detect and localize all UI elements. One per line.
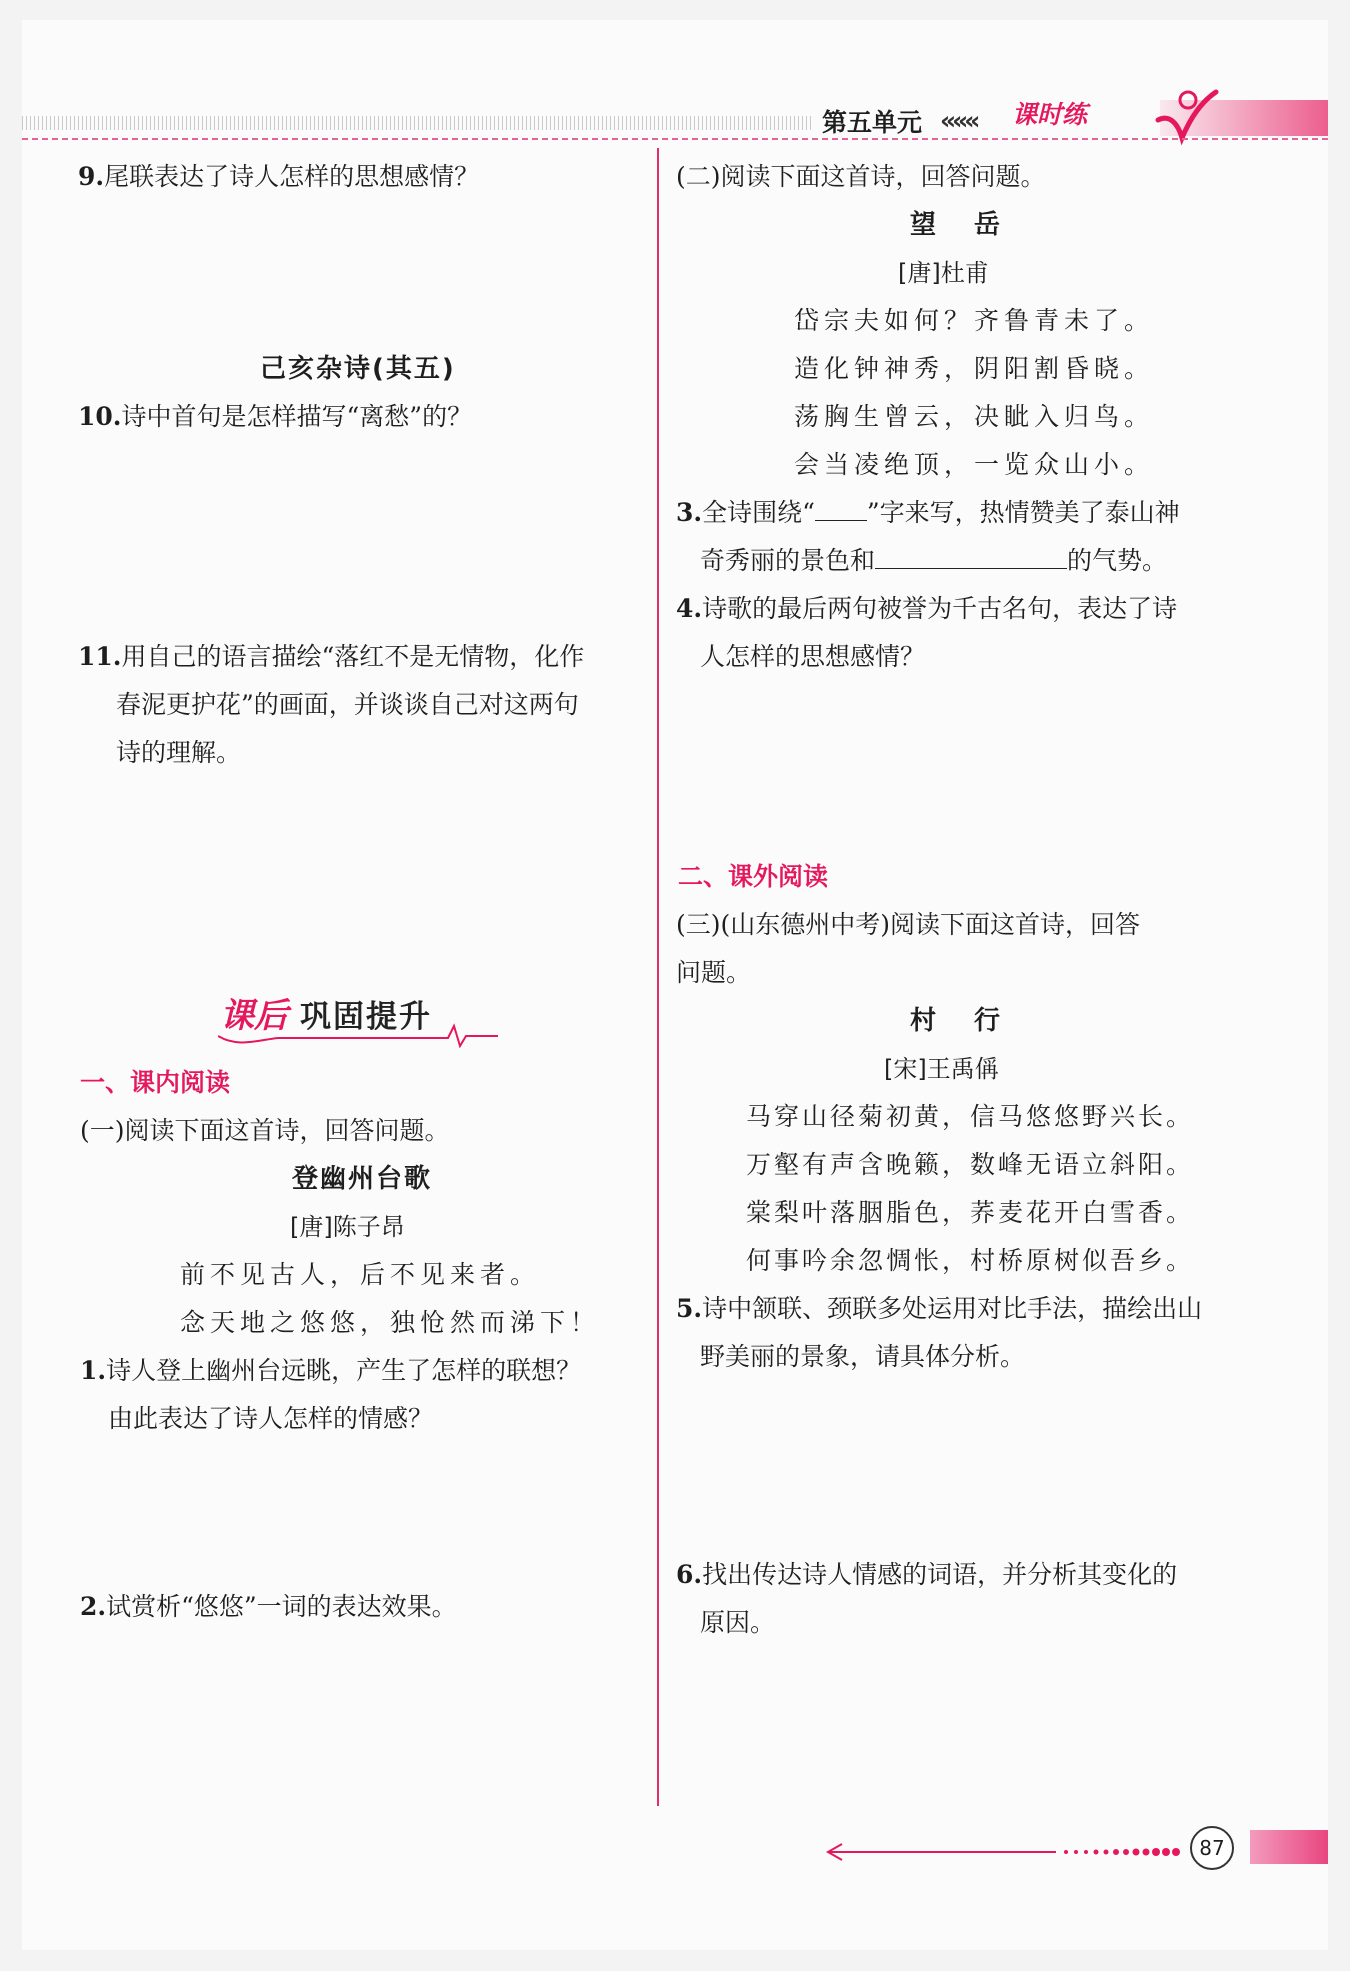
question-4 bbox=[676, 592, 1177, 626]
poem-line: 马穿山径菊初黄，信马悠悠野兴长。 bbox=[746, 1102, 1195, 1131]
question-3-line2 bbox=[700, 544, 1167, 578]
header-rule bbox=[22, 138, 1328, 140]
poem-title-dengyouzhou: 登幽州台歌 bbox=[292, 1164, 433, 1194]
unit-label: 第五单元 bbox=[822, 108, 923, 137]
question-number: 9. bbox=[78, 162, 105, 191]
poem-title-wangyue: 望 岳 bbox=[910, 210, 1007, 240]
reading-intro-3-line: 问题。 bbox=[676, 958, 752, 987]
footer-arrow-icon bbox=[826, 1842, 1196, 1862]
question-number: 2. bbox=[80, 1592, 107, 1621]
header-hatch-band bbox=[22, 116, 812, 130]
reading-intro-1: (一)阅读下面这首诗，回答问题。 bbox=[80, 1116, 450, 1145]
poem-author: [唐]杜甫 bbox=[898, 259, 989, 287]
question-text-line: 人怎样的思想感情？ bbox=[700, 642, 926, 671]
poem-title-cunxing: 村 行 bbox=[910, 1006, 1007, 1036]
question-9 bbox=[78, 160, 479, 194]
question-5 bbox=[676, 1292, 1202, 1326]
poem-line: 造化钟神秀，阴阳割昏晓。 bbox=[794, 354, 1155, 383]
question-text-line: 用自己的语言描绘“落红不是无情物，化作 bbox=[121, 642, 585, 671]
section-heading-2: 二、课外阅读 bbox=[678, 862, 829, 891]
question-number: 4. bbox=[676, 594, 703, 623]
question-number: 5. bbox=[676, 1294, 703, 1323]
poem-line: 万壑有声含晚籁，数峰无语立斜阳。 bbox=[746, 1150, 1195, 1179]
question-text-part: 的气势。 bbox=[1067, 546, 1168, 575]
poem-line: 岱宗夫如何？齐鲁青未了。 bbox=[794, 306, 1155, 335]
fill-blank-1[interactable] bbox=[815, 498, 867, 521]
poem-line: 念天地之悠悠，独怆然而涕下！ bbox=[180, 1308, 601, 1337]
question-text-part: ”字来写，热情赞美了泰山神 bbox=[866, 498, 1180, 527]
reading-intro-3-line: (三)(山东德州中考)阅读下面这首诗，回答 bbox=[676, 910, 1141, 939]
question-text-line: 由此表达了诗人怎样的情感？ bbox=[108, 1404, 434, 1433]
question-3 bbox=[676, 496, 1180, 530]
poem-line: 何事吟余忽惆怅，村桥原树似吾乡。 bbox=[746, 1246, 1195, 1275]
footer-pink-band bbox=[1250, 1830, 1328, 1864]
question-text: 试赏析“悠悠”一词的表达效果。 bbox=[106, 1592, 457, 1621]
poem-line: 前不见古人，后不见来者。 bbox=[180, 1260, 541, 1289]
question-number: 3. bbox=[676, 498, 703, 527]
question-text-line: 找出传达诗人情感的词语，并分析其变化的 bbox=[702, 1560, 1178, 1589]
poem-line: 棠梨叶落胭脂色，荞麦花开白雪香。 bbox=[746, 1198, 1195, 1227]
header-arrows: ««« bbox=[940, 106, 977, 135]
question-10 bbox=[78, 400, 472, 434]
question-6 bbox=[676, 1558, 1177, 1592]
question-text-line: 诗中颔联、颈联多处运用对比手法，描绘出山 bbox=[702, 1294, 1203, 1323]
section-heading-1: 一、课内阅读 bbox=[80, 1068, 231, 1097]
column-divider bbox=[657, 148, 659, 1806]
poem-author: [唐]陈子昂 bbox=[290, 1213, 405, 1241]
question-2 bbox=[80, 1590, 457, 1624]
fill-blank-2[interactable] bbox=[875, 546, 1067, 569]
poem-author: [宋]王禹偁 bbox=[884, 1055, 999, 1083]
question-text-line: 春泥更护花”的画面，并谈谈自己对这两句 bbox=[116, 690, 579, 719]
question-number: 6. bbox=[676, 1560, 703, 1589]
question-text-line: 诗人登上幽州台远眺，产生了怎样的联想？ bbox=[106, 1356, 582, 1385]
question-number: 1. bbox=[80, 1356, 107, 1385]
reading-intro-2: (二)阅读下面这首诗，回答问题。 bbox=[676, 162, 1046, 191]
question-text: 诗中首句是怎样描写“离愁”的？ bbox=[121, 402, 473, 431]
banner-part1: 课后 bbox=[220, 996, 288, 1036]
question-1 bbox=[80, 1354, 581, 1388]
question-text-line: 野美丽的景象，请具体分析。 bbox=[700, 1342, 1026, 1371]
question-11 bbox=[78, 640, 584, 674]
question-text-part: 全诗围绕“ bbox=[702, 498, 815, 527]
banner-part2: 巩固提升 bbox=[300, 999, 432, 1035]
question-text: 尾联表达了诗人怎样的思想感情？ bbox=[104, 162, 480, 191]
banner-pulse-line bbox=[218, 1018, 498, 1048]
question-text-part: 奇秀丽的景色和 bbox=[700, 546, 876, 575]
page-number: 87 bbox=[1190, 1826, 1234, 1870]
poem-line: 会当凌绝顶，一览众山小。 bbox=[794, 450, 1155, 479]
question-number: 11. bbox=[78, 642, 122, 671]
question-text-line: 原因。 bbox=[700, 1608, 776, 1637]
question-text-line: 诗的理解。 bbox=[116, 738, 242, 767]
pencil-check-icon bbox=[1152, 84, 1222, 146]
question-number: 10. bbox=[78, 402, 122, 431]
poem-title-jihai: 己亥杂诗(其五) bbox=[260, 354, 456, 384]
poem-line: 荡胸生曾云，决眦入归鸟。 bbox=[794, 402, 1155, 431]
question-text-line: 诗歌的最后两句被誉为千古名句，表达了诗 bbox=[702, 594, 1178, 623]
brand-title: 课时练 bbox=[1012, 100, 1088, 129]
